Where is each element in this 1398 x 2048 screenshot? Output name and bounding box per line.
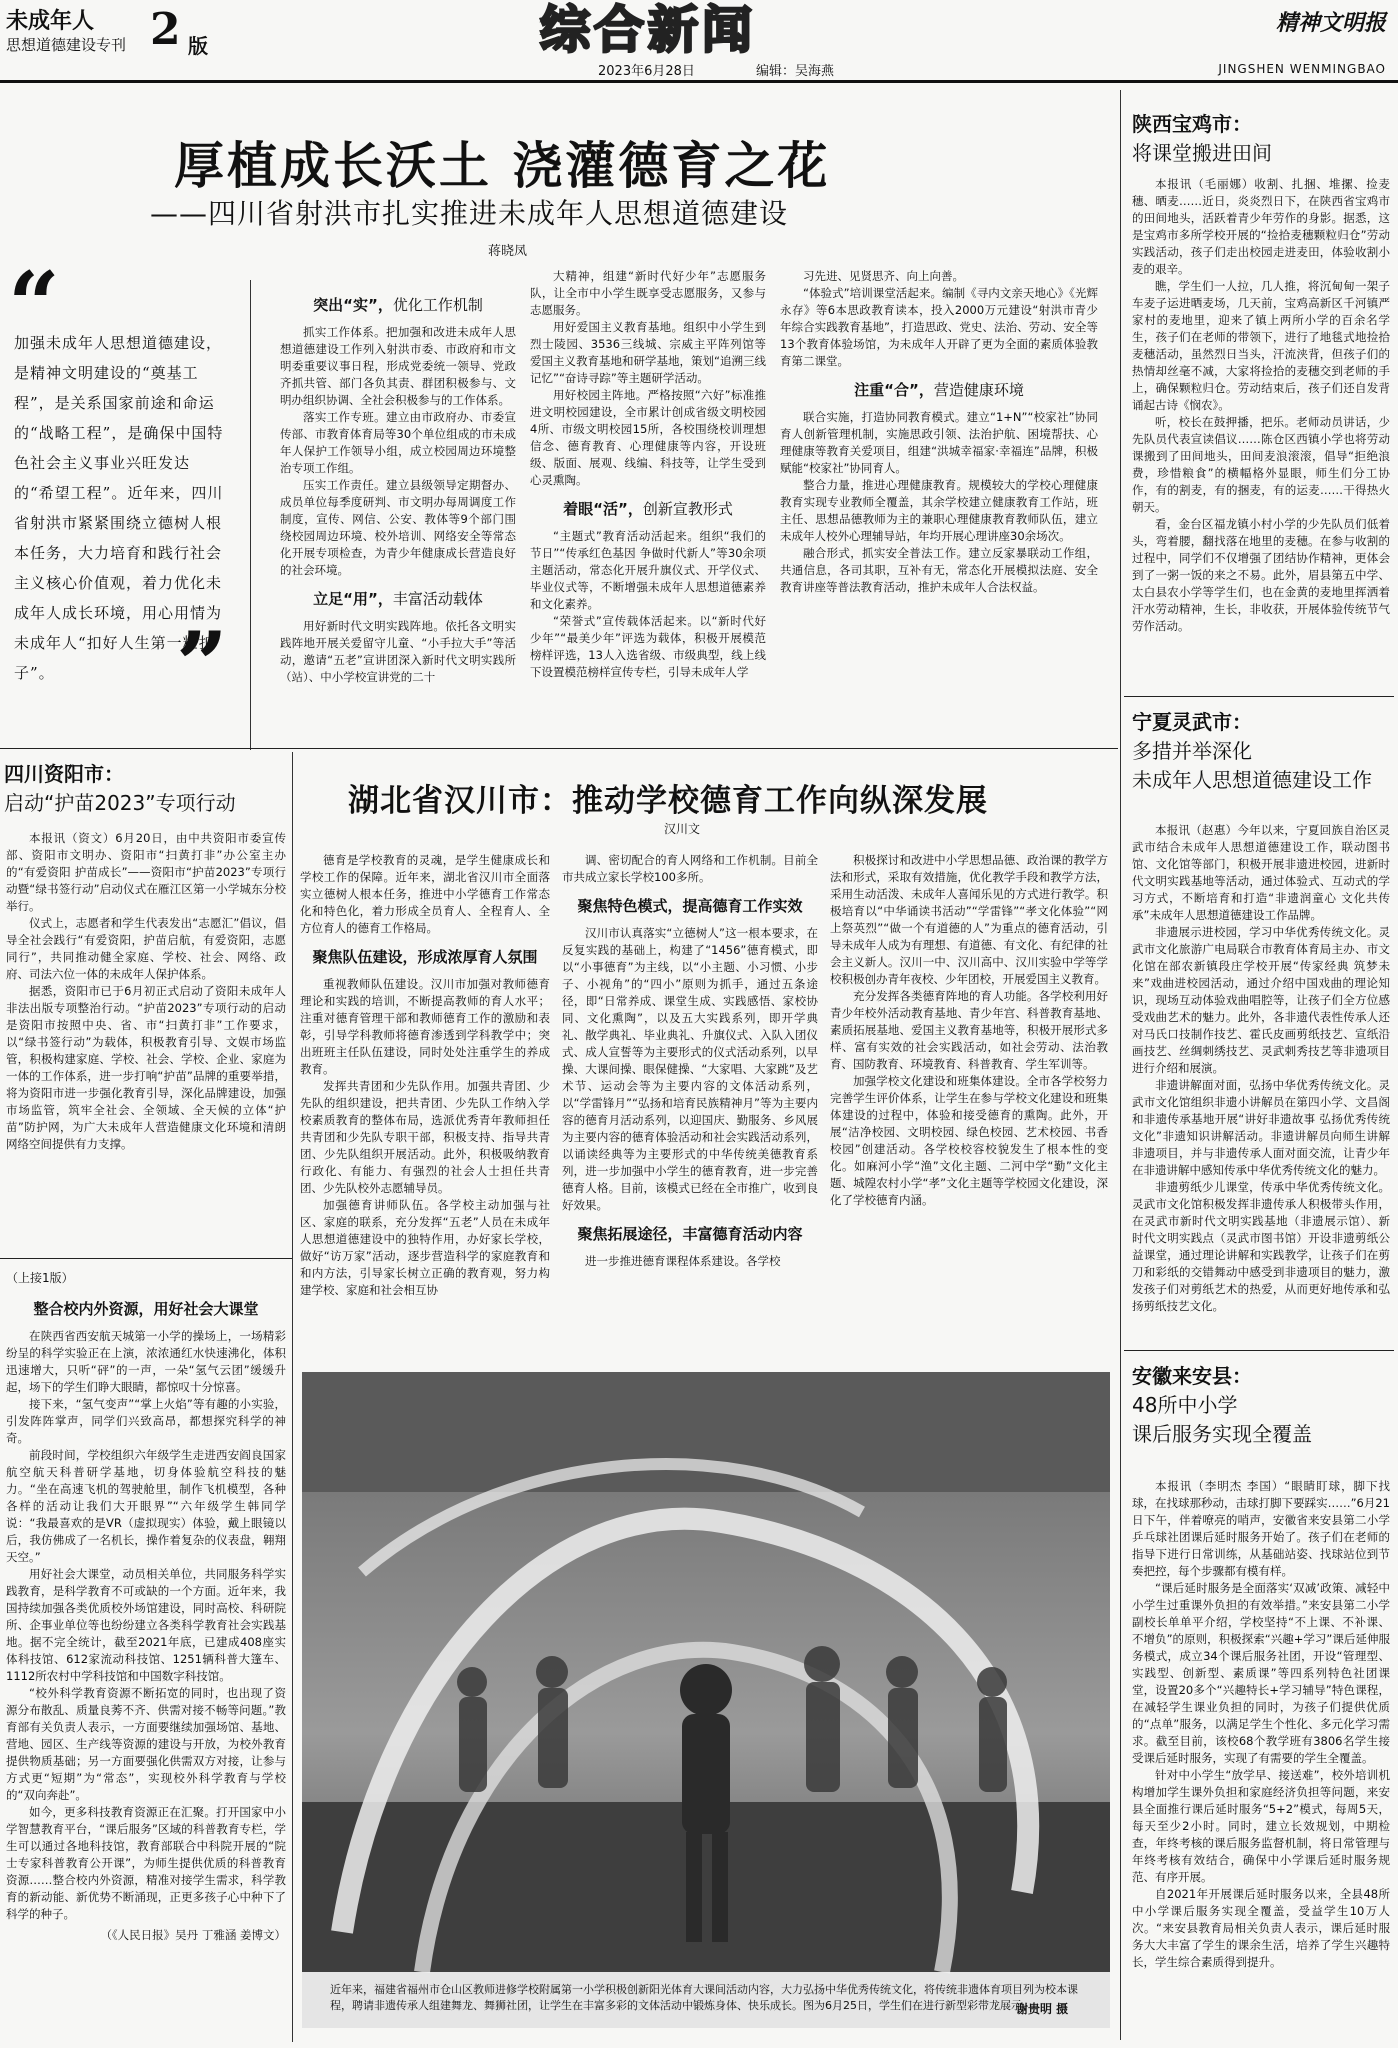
paragraph: 针对中小学生“放学早、接送难”，校外培训机构增加学生课外负担和家庭经济负担等问题，来安县全面推行课后延时服务“5+2”模式，每周5天，每天至少2小时。同时，建立长效规划，中期检查，年终考核的课后服务监督机制，将日常管理与年终考核有效结合，确保中小学课后延时服务规范、有序开展。 xyxy=(1132,1768,1390,1884)
paragraph: 加强德育讲师队伍。各学校主动加强与社区、家庭的联系，充分发挥“五老”人员在未成年人思想道德建设中的独特作用，办好家长学校，做好“访万家”活动，逐步营造科学的家庭教育和和内方法，引导家长树立正确的教育观，努力构建学校、家庭和社会相互协 xyxy=(300,1198,550,1297)
hubei-byline: 汉川文 xyxy=(664,822,701,836)
paragraph: 本报讯（赵惠）今年以来，宁夏回族自治区灵武市结合未成年人思想道德建设工作，联动图书馆、文化馆等部门，积极开展非遗进校园，进新时代文明实践基地等活动，通过体验式、互动式的学习方式，不断培育和打造“非遗润童心 文化共传承”未成年人思想道德建设工作品牌。 xyxy=(1132,823,1390,922)
section-title: 综合新闻 xyxy=(540,1,756,59)
paragraph: 本报讯（资文）6月20日，由中共资阳市委宣传部、资阳市文明办、资阳市“扫黄打非”办公室主办的“有爱资阳 护苗成长”——资阳市“护苗2023”专项行动暨“绿书签行动”启动仪式在雁江区第一小学城东分校举行。 xyxy=(6,831,286,913)
page-suffix: 版 xyxy=(188,34,208,58)
continued-from-label: （上接1版） xyxy=(6,1271,74,1285)
paragraph: 联合实施，打造协同教育模式。建立“1+N”“校家社”协同育人创新管理机制，实施思政引领、法治护航、困境帮扶、心理健康等教育关爱项目，组建“洪城幸福家·幸福连”品牌，积极赋能“校家社”协同育人。 xyxy=(780,410,1098,475)
paragraph: 整合力量，推进心理健康教育。规模较大的学校心理健康教育实现专业教师全覆盖，其余学校建立健康教育工作站，班主任、思想品德教师为主的兼职心理健康教育教师队伍，建立未成年人校外心理辅导站，年均开展心理讲座30余场次。 xyxy=(780,478,1098,543)
sidebar-title-place: 安徽来安县： xyxy=(1132,1364,1252,1388)
dragon-dance-photo-illustration xyxy=(302,1372,1110,2028)
lead-section-heading-rest: 丰富活动载体 xyxy=(392,590,483,608)
sidebar-title-topic: 课后服务实现全覆盖 xyxy=(1132,1422,1312,1446)
hubei-column-1 xyxy=(300,852,550,1299)
paragraph: 听，校长在鼓押播，把乐。老师动员讲话，少先队员代表宣读倡议……陈仓区西镇小学也将劳动课搬到了田间地头，田间麦浪滚滚，倡导“拒绝浪费，珍惜粮食”的横幅格外显眼，师生们分工协作，有的割麦，有的捆麦，有的运麦……干得热火朝天。 xyxy=(1132,415,1390,514)
photo-caption: 近年来，福建省福州市仓山区教师进修学校附属第一小学积极创新阳光体育大课间活动内容，大力弘扬中华优秀传统文化，将传统非遗体育项目列为校本课程，聘请非遗传承人组建舞龙、舞狮社团，让学生在丰富多彩的文体活动中锻炼身体、快乐成长。图为6月25日，学生们在进行新型彩带龙展示。 xyxy=(330,1983,1078,2012)
paragraph: 压实工作责任。建立县级领导定期督办、成员单位每季度研判、市文明办每周调度工作制度，宣传、网信、公安、教体等9个部门围绕校园周边环境、校外培训、网络安全等常态化开展专项检查，为青少年健康成长营造良好的社会环境。 xyxy=(280,478,516,577)
lead-section-heading-rest: 创新宣教形式 xyxy=(642,500,733,518)
paragraph: 在陕西省西安航天城第一小学的操场上，一场精彩纷呈的科学实验正在上演，浓浓通红水快速沸化，体积迅速增大，只听“砰”的一声，一朵“氢气云团”缓缓升起，场下的学生们睁大眼睛，都惊叹十分惊喜。 xyxy=(6,1329,286,1394)
paragraph: 习先进、见贤思齐、向上向善。 xyxy=(803,269,964,283)
issue-date: 2023年6月28日 xyxy=(598,64,695,79)
paragraph: “课后延时服务是全面落实‘双减’政策、减轻中小学生过重课外负担的有效举措。”来安县第二小学副校长单单平介绍，学校坚持“不上课、不补课、不增负”的原则，积极探索“兴趣+学习”课后延伸服务模式，成立34个课后服务社团，开设“管理型、实践型、创新型、素质课”等四系列特色社团课堂，设置20多个“兴趣特长+学习辅导”特色课程，在减轻学生课业负担的同时，为孩子们提供优质的“点单”服务，以满足学生个性化、多元化学习需求。截至目前，该校68个教学班有3806名学生接受课后延时服务，实现了有需要的学生全覆盖。 xyxy=(1132,1581,1390,1765)
page-number: 2 xyxy=(150,4,181,55)
paragraph: 自2021年开展课后延时服务以来，全县48所中小学课后服务实现全覆盖，受益学生10万人次。“来安县教育局相关负责人表示，课后延时服务大大丰富了学生的课余生活，培养了学生兴趣特长，学生综合素质得到提升。 xyxy=(1132,1887,1390,1969)
editor-credit: 编辑：吴海燕 xyxy=(756,64,835,79)
quote-close-mark: ” xyxy=(176,612,228,718)
ziyang-title-block xyxy=(4,758,236,816)
paragraph: 重视教师队伍建设。汉川市加强对教师德育理论和实践的培训，不断提高教师的育人水平；注重对德育管理干部和教师德育工作的激励和表彰，引导学科教师将德育渗透到学科教学中；突出班班主任队伍建设，同时处处注重学生的养成教育。 xyxy=(300,977,550,1076)
sidebar-title-topic: 将课堂搬进田间 xyxy=(1132,141,1272,165)
lead-section-heading-rest: 营造健康环境 xyxy=(933,381,1024,399)
lead-column-3 xyxy=(780,268,1098,596)
continuation-source: （《人民日报》吴丹 丁雅涵 姜博文） xyxy=(100,1928,286,1942)
masthead-rule xyxy=(0,80,1398,83)
sidebar-title-topic: 多措并举深化 xyxy=(1132,739,1252,763)
paragraph: 瞧，学生们一人拉，几人推，将沉甸甸一架子车麦子运进晒麦场，几天前，宝鸡高新区千河镇严家村的麦地里，迎来了镇上两所小学的百余名学生，孩子们在老师的带领下，进行了地毯式地捡拾麦穗活动，虽然烈日当头，汗流浃背，但孩子们的热情却丝毫不减，大家将捡拾的麦穗交到老师的手上，确保颗粒归仓。劳动结束后，孩子们还自发背诵起古诗《悯农》。 xyxy=(1132,279,1390,412)
paragraph: 调、密切配合的育人网络和工作机制。目前全市共成立家长学校100多所。 xyxy=(562,853,818,884)
lead-headline: 厚植成长沃土 浇灌德育之花 xyxy=(174,136,831,195)
sidebar-divider xyxy=(1120,90,1121,2040)
lead-section-heading: 突出“实”， xyxy=(313,296,393,314)
paragraph: 加强学校文化建设和班集体建设。全市各学校努力完善学生评价体系，让学生在参与学校文化建设和班集体建设的过程中，体验和接受德育的熏陶。此外，开展“洁净校园、文明校园、绿色校园、艺术校园、书香校园”创建活动。各学校校容校貌发生了根本性的变化。如麻河小学“渔”文化主题、二河中学“勤”文化主题、城隍农村小学“孝”文化主题等学校园文化建设，深化了学校德育内涵。 xyxy=(830,1074,1108,1207)
sidebar-story-1-body xyxy=(1132,176,1390,635)
paragraph: 进一步推进德育课程体系建设。各学校 xyxy=(585,1254,781,1268)
sidebar-title-place: 陕西宝鸡市： xyxy=(1132,112,1252,136)
ziyang-body xyxy=(6,830,286,1153)
lead-section-heading-rest: 优化工作机制 xyxy=(392,296,483,314)
paragraph: “体验式”培训课堂活起来。编制《寻内文亲天地心》《光辉永存》等6本思政教育读本，投入2000万元建设“射洪市青少年综合实践教育基地”，打造思政、党史、法治、劳动、安全等13个教育体验场馆，为未成年人开辟了更为全面的素质体验教育第二课堂。 xyxy=(780,286,1098,368)
newspaper-logo: 精神文明报 xyxy=(1275,10,1386,36)
paragraph: 落实工作专班。建立由市政府办、市委宣传部、市教育体育局等30个单位组成的市未成年人保护工作领导小组，成立校园周边环境整治专项工作组。 xyxy=(280,410,516,475)
continuation-story xyxy=(6,1270,286,1944)
sidebar-story-2-title xyxy=(1132,706,1372,793)
lead-subhead: ——四川省射洪市扎实推进未成年人思想道德建设 xyxy=(150,197,789,230)
paragraph: 如今，更多科技教育资源正在汇聚。打开国家中小学智慧教育平台，“课后服务”区域的科普教育专栏，学生可以通过各地科技馆，教育部联合中科院开展的“院士专家科普教育公开课”，为师生提供优质的科普教育资源……整合校内外资源，精准对接学生需求，科学教育的新动能、新优势不断涌现，正更多孩子心中种下了科学的种子。 xyxy=(6,1805,286,1921)
paragraph: 用好新时代文明实践阵地。依托各文明实践阵地开展关爱留守儿童、“小手拉大手”等活动，邀请“五老”宣讲团深入新时代文明实践所（站）、中小学校宣讲党的二十 xyxy=(280,619,516,684)
ziyang-title-place: 四川资阳市： xyxy=(4,762,124,786)
paragraph: 充分发挥各类德育阵地的育人功能。各学校利用好青少年校外活动教育基地、青少年宫、科普教育基地、素质拓展基地、爱国主义教育基地等，积极开展形式多样、富有实效的社会实践活动，如社会劳动、法治教育、国防教育、环境教育、科普教育、学生军训等。 xyxy=(830,989,1108,1071)
paragraph: “校外科学教育资源不断拓宽的同时，也出现了资源分布散乱、质量良莠不齐、供需对接不畅等问题。”教育部有关负责人表示，一方面要继续加强场馆、基地、营地、园区、生产线等资源的建设与开放，为校外教育提供物质基础；另一方面要强化供需双方对接，让参与方式更“短期”为“常态”，实现校外科学教育与学校的“双向奔赴”。 xyxy=(6,1686,286,1802)
hubei-column-2 xyxy=(562,852,818,1270)
hubei-section-heading: 聚焦队伍建设，形成浓厚育人氛围 xyxy=(312,948,538,966)
lead-column-2 xyxy=(530,268,766,681)
paragraph: 仪式上，志愿者和学生代表发出“志愿汇”倡议，倡导全社会践行“有爱资阳，护苗启航，有爱资阳，志愿同行”，共同推动健全家庭、学校、社会、网络、政府、司法六位一体的未成年人保护体系。 xyxy=(6,916,286,981)
paragraph: 非遗展示进校园，学习中华优秀传统文化。灵武市文化旅游广电局联合市教育体育局主办、市文化馆在部农新镇段庄学校开展“传家经典 筑梦未来”戏曲进校园活动，通过介绍中国戏曲的理论知识，现场互动体验戏曲唱腔等，让孩子们全方位感受戏曲艺术的魅力。此外，各非遗代表性传承人还对马氏口技制作技艺、霍氏皮画剪纸技艺、宣纸沿画技艺、丝绸刺绣技艺、灵武剌秀技艺等非遗项目进行介绍和展演。 xyxy=(1132,925,1390,1075)
photo-credit: 谢贵明 摄 xyxy=(1016,2002,1069,2016)
lead-section-heading: 注重“合”， xyxy=(854,381,934,399)
paragraph: 抓实工作体系。把加强和改进未成年人思想道德建设工作列入射洪市委、市政府和市文明委重要议事日程，形成党委统一领导、党政齐抓共管、部门各负其责、群团积极参与、文明办组织协调、全社会积极参与的工作体系。 xyxy=(280,325,516,407)
paragraph: 大精神，组建“新时代好少年”志愿服务队，让全市中小学生既享受志愿服务，又参与志愿服务。 xyxy=(530,269,766,317)
paragraph: 用好社会大课堂，动员相关单位，共同服务科学实践教育，是科学教育不可或缺的一个方面。近年来，我国持续加强各类优质校外场馆建设，同时高校、科研院所、企事业单位等也纷纷建立各类科学教育社会实践基地。据不完全统计，截至2021年底，已建成408座实体科技馆、612家流动科技馆、1251辆科普大篷车、1112所农村中学科技馆和中国数字科技馆。 xyxy=(6,1567,286,1683)
paragraph: 看，金台区福龙镇小村小学的少先队员们低着头，弯着腰，翻找落在地里的麦穗。在参与收割的过程中，同学们不仅增强了团结协作精神，更体会到了一粥一饭的来之不易。此外，眉县第五中学、太白县农小学等学生们，也在金黄的麦地里挥洒着汗水劳动精神，生长，非收获，开展体验传统节气劳作活动。 xyxy=(1132,517,1390,633)
paragraph: “主题式”教育活动活起来。组织“我们的节日”“传承红色基因 争做时代新人”等30余项主题活动，常态化开展升旗仪式、开学仪式、毕业仪式等，不断增强未成年人思想道德素养和文化素养。 xyxy=(530,529,766,611)
paragraph: 汉川市认真落实“立德树人”这一根本要求，在反复实践的基础上，构建了“1456”德育模式，即以“小事德育”为主线，以“小主题、小习惯、小步子、小视角”的“四小”原则为抓手，通过五条途径，即“日常养成、课堂生成、实践感悟、家校协同、文化熏陶”，以及五大实践系列，即开学典礼、散学典礼、毕业典礼、升旗仪式、入队入团仪式、成人宣誓等为主要形式的仪式活动系列，以早操、大课间操、眼保健操、“大家唱、大家跳”及艺术节、运动会等为主要内容的文体活动系列，以“学雷锋月”“弘扬和培育民族精神月”等为主要内容的德育月活动系列，以迎国庆、勤服务、乡风展为主要内容的德育体验活动和社会实践活动系列，以诵读经典等为主要形式的中华传统美德教育系列，进一步加强中小学生的德育教育，进一步完善德育人格。目前，该模式已经在全市推广，收到良好效果。 xyxy=(562,926,818,1212)
sidebar-title-place: 宁夏灵武市： xyxy=(1132,710,1252,734)
sidebar-story-3-title xyxy=(1132,1360,1312,1447)
paragraph: 积极探讨和改进中小学思想品德、政治课的教学方法和形式，采取有效措施，优化教学手段和教学方法，采用生动活泼、未成年人喜闻乐见的方式进行教学。积极培育以“中华诵读书活动”“学雷锋”“孝文化体验”“网上祭英烈”“做一个有道德的人”为重点的德育活动，引导未成年人成为有理想、有道德、有文化、有纪律的社会主义新人。汉川一中、汉川高中、汉川实验中学等学校积极创办青年夜校、少年团校，开展爱国主义教育。 xyxy=(830,853,1108,986)
section-rule xyxy=(1124,696,1394,697)
paragraph: 接下来，“氢气变声”“掌上火焰”等有趣的小实验，引发阵阵掌声，同学们兴致高昂，都想探究科学的神奇。 xyxy=(6,1397,286,1445)
paragraph: 非遗讲解面对面，弘扬中华优秀传统文化。灵武市文化馆组织非遗小讲解员在第四小学、文昌阁和非遗传承基地开展“讲好非遗故事 弘扬优秀传统文化”非遗知识讲解活动。非遗讲解员向师生讲解非遗项目，并与非遗传承人面对面交流，让青少年在非遗讲解中感知传承中华优秀传统文化的魅力。 xyxy=(1132,1078,1390,1177)
lead-column-1 xyxy=(280,285,516,686)
ziyang-title-topic: 启动“护苗2023”专项行动 xyxy=(4,791,236,815)
paragraph: “荣誉式”宣传载体活起来。以“新时代好少年”“最美少年”评选为载体，积极开展模范榜样评选，13人入选省级、市级典型，线上线下设置模范榜样宣传专栏，引导未成年人学 xyxy=(530,614,766,679)
newspaper-pinyin: JINGSHEN WENMINGBAO xyxy=(1218,62,1386,76)
hubei-headline: 湖北省汉川市：推动学校德育工作向纵深发展 xyxy=(348,783,988,819)
sidebar-title-topic: 48所中小学 xyxy=(1132,1393,1238,1417)
supplement-subtitle: 思想道德建设专刊 xyxy=(6,36,127,54)
sidebar-title-topic: 未成年人思想道德建设工作 xyxy=(1132,768,1372,792)
sidebar-story-1-title xyxy=(1132,108,1272,166)
quote-open-mark: “ xyxy=(8,252,60,358)
section-rule xyxy=(0,1258,292,1259)
hubei-section-heading: 聚焦特色模式，提高德育工作实效 xyxy=(577,897,803,915)
left-column-divider xyxy=(292,752,293,2042)
paragraph: 用好爱国主义教育基地。组织中小学生到烈士陵园、3536三线城、宗威主平阵列馆等爱国主义教育基地和研学基地，策划“追溯三线记忆”“奋诗寻踪”等主题研学活动。 xyxy=(530,320,766,385)
paragraph: 前段时间，学校组织六年级学生走进西安阎良国家航空航天科普研学基地，切身体验航空科技的魅力。“坐在高速飞机的驾驶舱里，制作飞机模型，各种各样的活动让我们大开眼界”“六年级学生韩同学说：“我最喜欢的是VR（虚拟现实）体验，戴上眼镜以后，我仿佛成了一名机长，操作着复杂的仪表盘，翱翔天空。” xyxy=(6,1448,286,1564)
hubei-section-heading: 聚焦拓展途径，丰富德育活动内容 xyxy=(577,1225,803,1243)
paragraph: 本报讯（李明杰 李国）“眼睛盯球，脚下找球，在找球那秒动，击球打脚下要踩实……”6月21日下午，伴着嘹亮的哨声，安徽省来安县第二小学乒乓球社团课后延时服务开始了。孩子们在老师的指导下进行日常训练，从基础站姿、找球站位到节奏把控，每个步骤都有模有样。 xyxy=(1132,1479,1390,1578)
paragraph: 德育是学校教育的灵魂，是学生健康成长和学校工作的保障。近年来，湖北省汉川市全面落实立德树人根本任务，推进中小学德育工作常态化和特色化，着力形成全员育人、全程育人、全方位育人的德育工作格局。 xyxy=(300,853,550,935)
lead-byline: 蒋晓凤 xyxy=(488,244,528,259)
section-rule xyxy=(1124,1350,1394,1351)
lead-section-heading: 立足“用”， xyxy=(313,590,393,608)
paragraph: 非遗剪纸少儿课堂，传承中华优秀传统文化。灵武市文化馆积极发挥非遗传承人积极带头作用，在灵武市新时代文明实践基地（非遗展示馆）、新时代文明实践点（灵武市图书馆）开设非遗剪纸公益课堂，通过理论讲解和实践教学，让孩子们在剪刀和彩纸的交错舞动中感受到非遗项目的魅力，激发孩子们对剪纸艺术的热爱，从而更好地传承和弘扬剪纸技艺文化。 xyxy=(1132,1180,1390,1313)
paragraph: 发挥共青团和少先队作用。加强共青团、少先队的组织建设，把共青团、少先队工作纳入学校素质教育的整体布局，选派优秀青年教师担任共青团和少先队专职干部，积极支持、指导共青团、少先队组织开展活动。此外，积极吸纳教育行政化、有能力、有强烈的社会人士担任共青团、少先队校外志愿辅导员。 xyxy=(300,1079,550,1195)
paragraph: 用好校园主阵地。严格按照“六好”标准推进文明校园建设，全市累计创成省级文明校园4所、市级文明校园15所，各校围绕校训理想信念、德育教育、心理健康等内容，开设班级、版面、展观、线编、科技等，让学生受到心灵熏陶。 xyxy=(530,388,766,487)
lead-col-divider xyxy=(250,280,251,750)
sidebar-story-2-body xyxy=(1132,822,1390,1315)
lead-section-heading: 着眼“活”， xyxy=(563,500,643,518)
paragraph: 本报讯（毛丽娜）收割、扎捆、堆摞、捡麦穗、晒麦……近日，炎炎烈日下，在陕西省宝鸡市的田间地头，活跃着青少年劳作的身影。据悉，这是宝鸡市多所学校开展的“捡拾麦穗颗粒归仓”劳动实践活动，孩子们走出校园走进麦田，体验收割小麦的艰辛。 xyxy=(1132,177,1390,276)
sidebar-story-3-body xyxy=(1132,1478,1390,1971)
supplement-title: 未成年人 xyxy=(6,8,95,34)
section-rule xyxy=(0,748,1118,749)
lead-intro-quote: 加强未成年人思想道德建设，是精神文明建设的“奠基工程”，是关系国家前途和命运的“战略工程”，是确保中国特色社会主义事业兴旺发达的“希望工程”。近年来，四川省射洪市紧紧围绕立德树人根本任务，大力培育和践行社会主义核心价值观，着力优化未成年人成长环境，用心用情为未成年人“扣好人生第一粒扣子”。 xyxy=(14,334,224,682)
news-photo xyxy=(302,1372,1110,2028)
hubei-column-3 xyxy=(830,852,1108,1209)
paragraph: 融合形式，抓实安全普法工作。建立反家暴联动工作组，共通信息，各司其职，互补有无，常态化开展模拟法庭、安全教育讲座等普法教育活动，推护未成年人合法权益。 xyxy=(780,546,1098,594)
continuation-heading: 整合校内外资源，用好社会大课堂 xyxy=(33,1300,259,1318)
paragraph: 据悉，资阳市已于6月初正式启动了资阳未成年人非法出版专项整治行动。“护苗2023”专项行动的启动是资阳市按照中央、省、市“扫黄打非”工作要求，以“绿书签行动”为载体，积极教育引导、文娱市场监管，积极构建家庭、学校、社会、学校、企业、家庭为一体的工作体系，进一步打响“护苗”品牌的重要举措，将为资阳市进一步强化教育引导，深化品牌建设，加强市场监管，筑牢全社会、全领域、全天候的立体“护苗”防护网，为广大未成年人营造健康文化环境和清朗网络空间提供有力支撑。 xyxy=(6,984,286,1151)
